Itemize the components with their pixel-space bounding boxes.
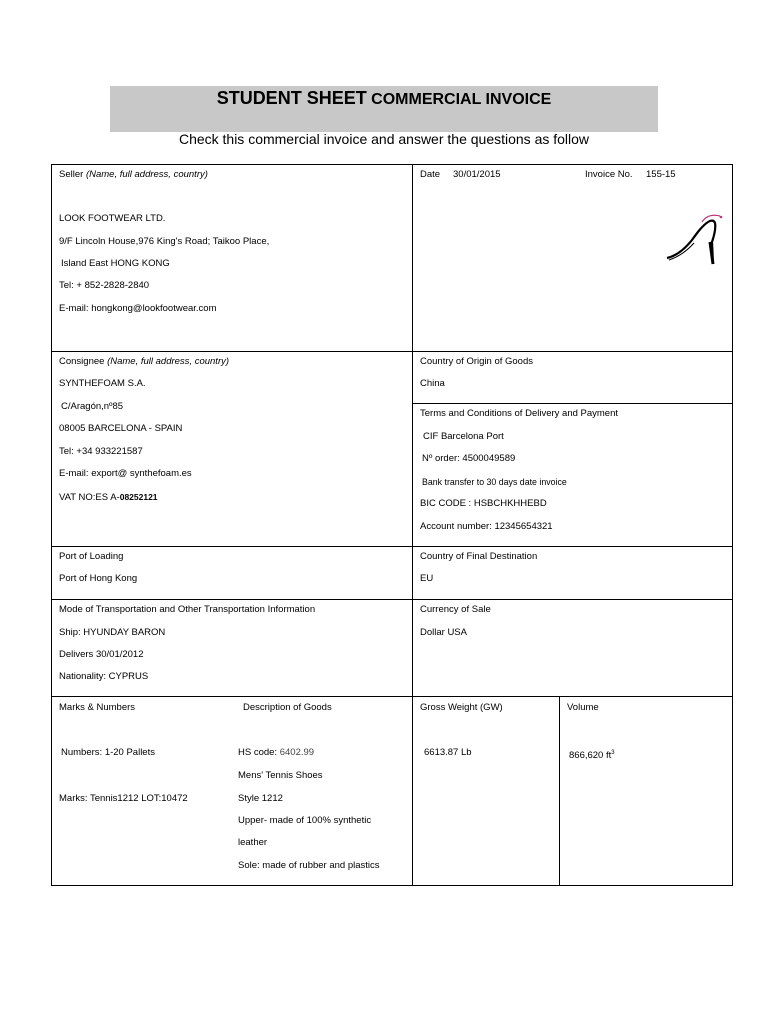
destination-label: Country of Final Destination <box>420 551 538 562</box>
consignee-vat: VAT NO:ES A-08252121 <box>59 492 158 503</box>
instructions: Check this commercial invoice and answer the questions as follow <box>178 131 590 147</box>
transport-label: Mode of Transportation and Other Transportation Information <box>59 604 316 615</box>
seller-label: Seller (Name, full address, country) <box>59 169 208 180</box>
goods-numbers: Numbers: 1-20 Pallets <box>61 747 155 758</box>
loading-value: Port of Hong Kong <box>59 573 138 584</box>
description-label: Description of Goods <box>243 702 332 713</box>
seller-address-1: 9/F Lincoln House,976 King's Road; Taikoo Place, <box>59 236 270 247</box>
title-bar <box>110 86 658 132</box>
terms-line-5: Account number: 12345654321 <box>420 521 553 532</box>
volume-value: 866,620 $ft^3$ <box>569 750 615 762</box>
goods-desc-4: leather <box>238 837 268 848</box>
goods-marks: Marks: Tennis1212 LOT:10472 <box>59 793 188 804</box>
seller-tel: Tel: + 852-2828-2840 <box>59 280 150 291</box>
origin-value: China <box>420 378 445 389</box>
terms-line-2: Nº order: 4500049589 <box>422 453 516 464</box>
consignee-label: Consignee (Name, full address, country) <box>59 356 230 367</box>
consignee-name: SYNTHEFOAM S.A. <box>59 378 146 389</box>
page-title: STUDENT SHEET <box>216 88 367 108</box>
consignee-address-2: 08005 BARCELONA - SPAIN <box>59 423 183 434</box>
currency-value: Dollar USA <box>420 627 467 638</box>
goods-desc-5: Sole: made of rubber and plastics <box>238 860 380 871</box>
hs-code: HS code: 6402.99 <box>238 747 315 758</box>
terms-line-4: BIC CODE : HSBCHKHHEBD <box>420 498 547 509</box>
destination-value: EU <box>420 573 434 584</box>
transport-ship: Ship: HYUNDAY BARON <box>59 627 166 638</box>
marks-label: Marks & Numbers <box>59 702 136 713</box>
terms-line-3: Bank transfer to 30 days date invoice <box>422 477 567 487</box>
invoice-value: 155-15 <box>646 169 676 180</box>
currency-label: Currency of Sale <box>420 604 491 615</box>
goods-desc-3: Upper- made of 100% synthetic <box>238 815 372 826</box>
transport-delivers: Delivers 30/01/2012 <box>59 649 144 660</box>
consignee-address-1: C/Aragón,nº85 <box>61 401 124 412</box>
high-heel-shoe-icon <box>664 208 724 268</box>
seller-name: LOOK FOOTWEAR LTD. <box>59 213 166 224</box>
seller-email: E-mail: hongkong@lookfootwear.com <box>59 303 217 314</box>
gross-weight-label: Gross Weight (GW) <box>420 702 503 713</box>
date-value: 30/01/2015 <box>453 169 501 180</box>
goods-desc-2: Style 1212 <box>238 793 283 804</box>
goods-desc-1: Mens' Tennis Shoes <box>238 770 323 781</box>
transport-nationality: Nationality: CYPRUS <box>59 671 149 682</box>
terms-label: Terms and Conditions of Delivery and Payment <box>420 408 619 419</box>
page-subtitle: COMMERCIAL INVOICE <box>371 91 552 108</box>
consignee-email: E-mail: export@ synthefoam.es <box>59 468 192 479</box>
gross-weight-value: 6613.87 Lb <box>424 747 472 758</box>
volume-label: Volume <box>567 702 599 713</box>
loading-label: Port of Loading <box>59 551 124 562</box>
consignee-tel: Tel: +34 933221587 <box>59 446 143 457</box>
invoice-label: Invoice No. <box>585 169 633 180</box>
origin-label: Country of Origin of Goods <box>420 356 533 367</box>
date-label: Date <box>420 169 441 180</box>
seller-address-2: Island East HONG KONG <box>61 258 170 269</box>
terms-line-1: CIF Barcelona Port <box>423 431 504 442</box>
